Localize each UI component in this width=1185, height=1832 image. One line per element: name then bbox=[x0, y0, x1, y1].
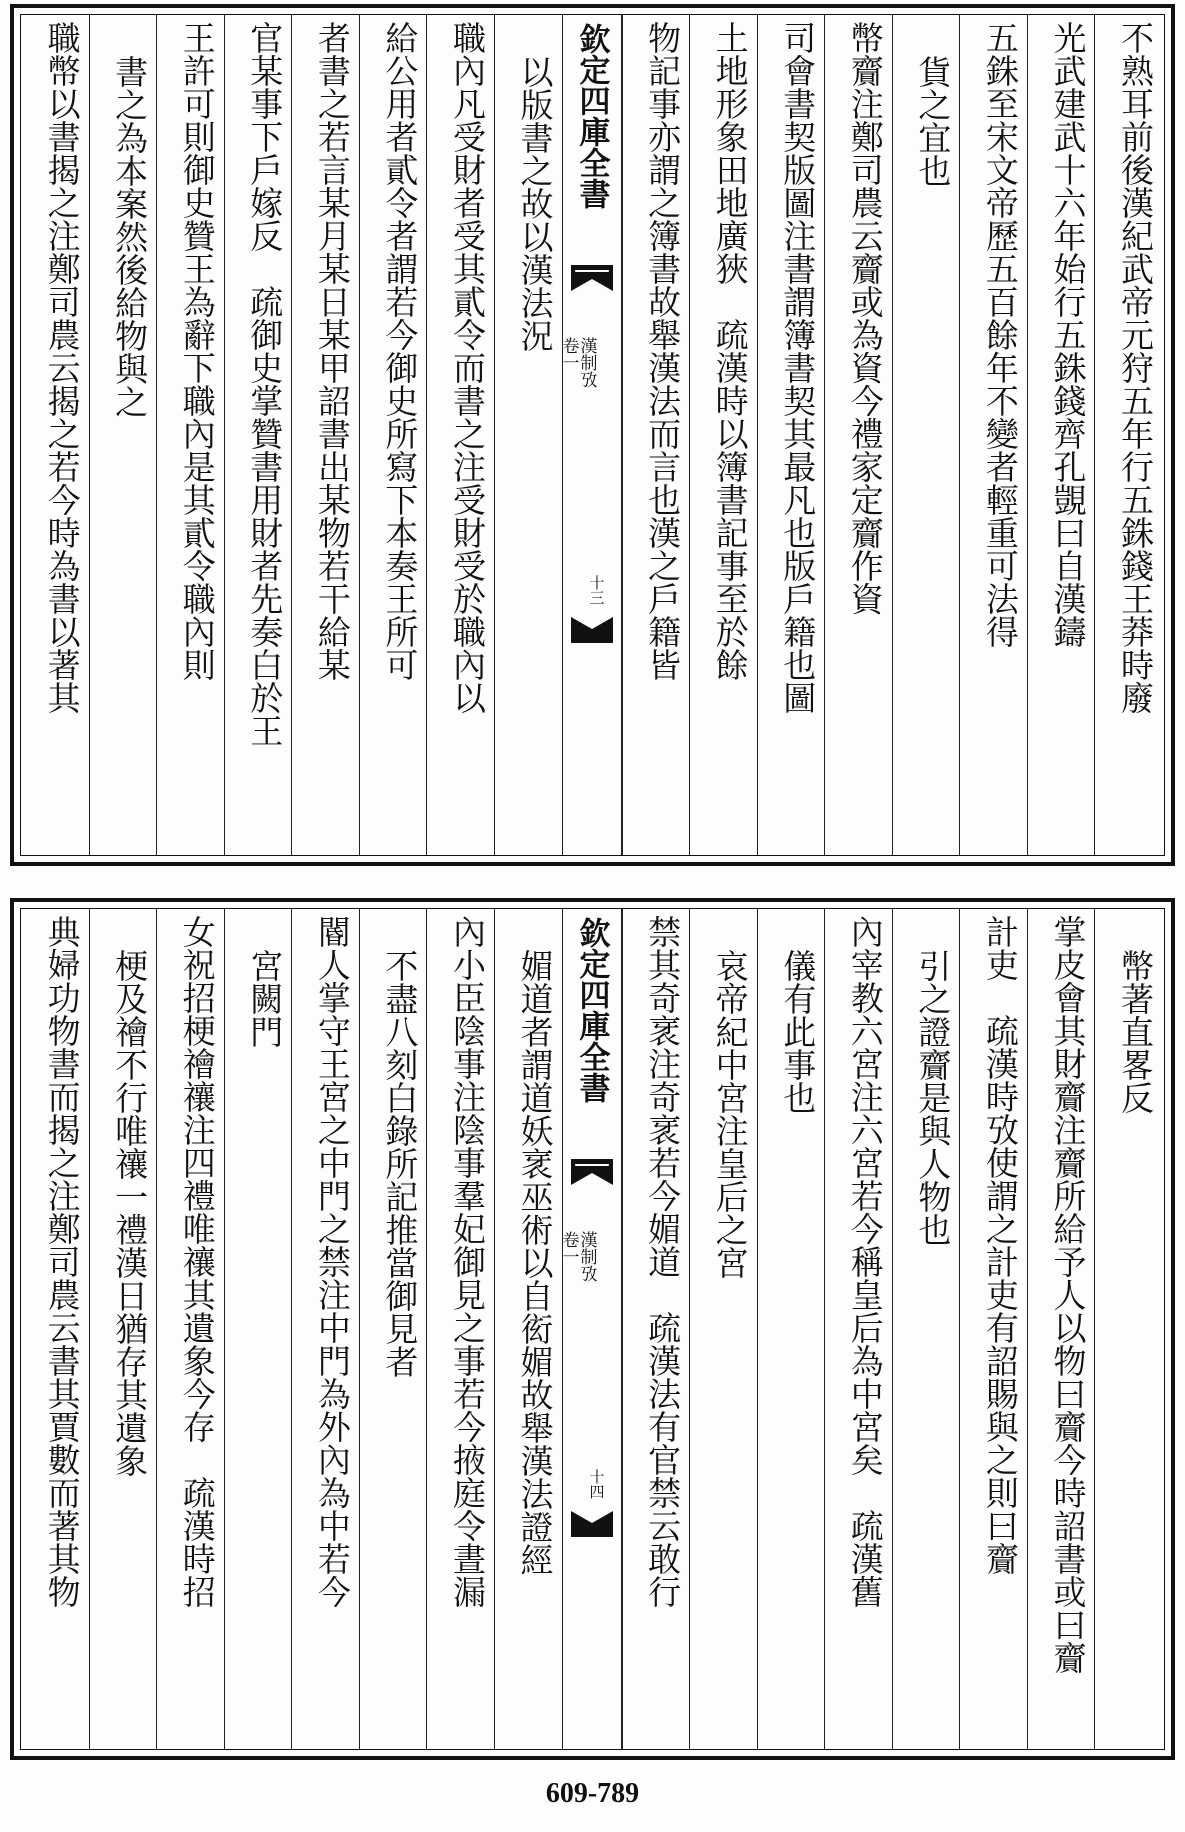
column-text: 引之證齎是與人物也 bbox=[913, 949, 953, 1246]
column-text: 內宰教六宮注六宮若今稱皇后為中宮矣 疏漢舊 bbox=[845, 915, 885, 1608]
text-column bbox=[494, 909, 562, 1749]
column-text: 以版書之故以漢法況 bbox=[515, 55, 555, 352]
column-text: 幣著直畧反 bbox=[1116, 949, 1155, 1114]
column-text: 女祝招梗禬禳注四禮唯禳其遺象今存 疏漢時招 bbox=[177, 915, 217, 1608]
text-column bbox=[892, 15, 960, 855]
column-text: 掌皮會其財齎注齎所給予人以物曰齎今時詔書或曰齎 bbox=[1048, 915, 1088, 1674]
column-text: 給公用者貳令者謂若今御史所寫下本奏王所可 bbox=[380, 21, 420, 681]
column-text: 物記事亦謂之簿書故舉漢法而言也漢之戶籍皆 bbox=[643, 21, 683, 681]
text-column bbox=[224, 909, 292, 1749]
column-text: 宮闕門 bbox=[245, 949, 285, 1048]
page-top bbox=[10, 4, 1175, 866]
column-text: 官某事下戶嫁反 疏御史掌贊書用財者先奏白於王 bbox=[245, 21, 285, 747]
column-text: 媚道者謂道妖衺巫術以自衒媚故舉漢法證經 bbox=[515, 949, 555, 1576]
column-text: 司會書契版圖注書謂簿書契其最凡也版戶籍也圖 bbox=[778, 21, 818, 714]
text-column bbox=[156, 909, 224, 1749]
center-title: 欽定四庫全書 bbox=[573, 917, 610, 1103]
text-column bbox=[426, 909, 494, 1749]
column-text: 者書之若言某月某日某甲詔書出某物若干給某 bbox=[312, 21, 352, 681]
column-text: 內小臣陰事注陰事羣妃御見之事若今掖庭令晝漏 bbox=[447, 915, 487, 1608]
column-text: 梗及禬不行唯禳一禮漢日猶存其遺象 bbox=[110, 949, 150, 1477]
text-column bbox=[757, 909, 825, 1749]
column-text: 典婦功物書而揭之注鄭司農云書其賈數而著其物 bbox=[42, 915, 82, 1608]
text-column bbox=[689, 15, 757, 855]
fish-tail-mark-icon bbox=[571, 265, 613, 293]
text-column bbox=[89, 15, 157, 855]
column-text: 閽人掌守王宮之中門之禁注中門為外內為中若今 bbox=[312, 915, 352, 1608]
top-center-column bbox=[558, 15, 622, 855]
text-column bbox=[757, 15, 825, 855]
text-column bbox=[622, 15, 690, 855]
column-text: 職幣以書揭之注鄭司農云揭之若今時為書以著其 bbox=[42, 21, 82, 714]
text-column bbox=[1094, 15, 1162, 855]
center-title: 欽定四庫全書 bbox=[573, 23, 610, 209]
column-text: 禁其奇衺注奇衺若今媚道 疏漢法有官禁云敢行 bbox=[643, 915, 683, 1608]
fish-tail-mark-lower-icon bbox=[571, 615, 613, 643]
column-text: 五銖至宋文帝歷五百餘年不變者輕重可法得 bbox=[980, 21, 1020, 648]
fish-tail-mark-icon bbox=[571, 1159, 613, 1187]
text-column bbox=[1094, 909, 1162, 1749]
footer-page-number: 609-789 bbox=[545, 1778, 640, 1809]
page-bottom bbox=[10, 898, 1175, 1760]
text-column bbox=[89, 909, 157, 1749]
text-column bbox=[622, 909, 690, 1749]
column-text: 土地形象田地廣狹 疏漢時以簿書記事至於餘 bbox=[710, 21, 750, 681]
text-column bbox=[959, 15, 1027, 855]
center-page-number: 十三 bbox=[587, 575, 606, 605]
text-column bbox=[359, 909, 427, 1749]
center-book-name: 漢制攷 bbox=[576, 1231, 597, 1282]
column-text: 哀帝紀中宮注皇后之宮 bbox=[710, 949, 750, 1279]
column-text: 貨之宜也 bbox=[913, 55, 953, 187]
text-column bbox=[892, 909, 960, 1749]
text-column bbox=[494, 15, 562, 855]
bottom-center-column bbox=[558, 909, 622, 1749]
text-column bbox=[21, 15, 89, 855]
text-column bbox=[426, 15, 494, 855]
center-volume: 卷一 bbox=[558, 1231, 579, 1265]
text-column bbox=[291, 909, 359, 1749]
column-text: 光武建武十六年始行五銖錢齊孔覬曰自漢鑄 bbox=[1048, 21, 1088, 648]
center-volume: 卷一 bbox=[558, 337, 579, 371]
center-book-name: 漢制攷 bbox=[576, 337, 597, 388]
column-text: 儀有此事也 bbox=[778, 949, 818, 1114]
column-text: 不盡八刻白錄所記推當御見者 bbox=[380, 949, 420, 1378]
page-top-frame bbox=[20, 14, 1165, 856]
column-text: 書之為本案然後給物與之 bbox=[110, 55, 150, 418]
text-column bbox=[824, 15, 892, 855]
text-column bbox=[224, 15, 292, 855]
text-column bbox=[1027, 909, 1095, 1749]
center-page-number: 十四 bbox=[587, 1469, 606, 1499]
text-column bbox=[21, 909, 89, 1749]
column-text: 幣齎注鄭司農云齎或為資今禮家定齎作資 bbox=[845, 21, 885, 615]
text-column bbox=[959, 909, 1027, 1749]
text-column bbox=[824, 909, 892, 1749]
column-text: 職內凡受財者受其貳令而書之注受財受於職內以 bbox=[447, 21, 487, 714]
column-text: 計吏 疏漢時攷使謂之計吏有詔賜與之則曰齎 bbox=[980, 915, 1020, 1575]
column-text: 不熟耳前後漢紀武帝元狩五年行五銖錢王莽時廢 bbox=[1116, 21, 1155, 714]
text-column bbox=[689, 909, 757, 1749]
page-bottom-frame bbox=[20, 908, 1165, 1750]
text-column bbox=[1027, 15, 1095, 855]
column-text: 王許可則御史贊王為辭下職內是其貳令職內則 bbox=[177, 21, 217, 681]
text-column bbox=[291, 15, 359, 855]
text-column bbox=[156, 15, 224, 855]
fish-tail-mark-lower-icon bbox=[571, 1509, 613, 1537]
text-column bbox=[359, 15, 427, 855]
